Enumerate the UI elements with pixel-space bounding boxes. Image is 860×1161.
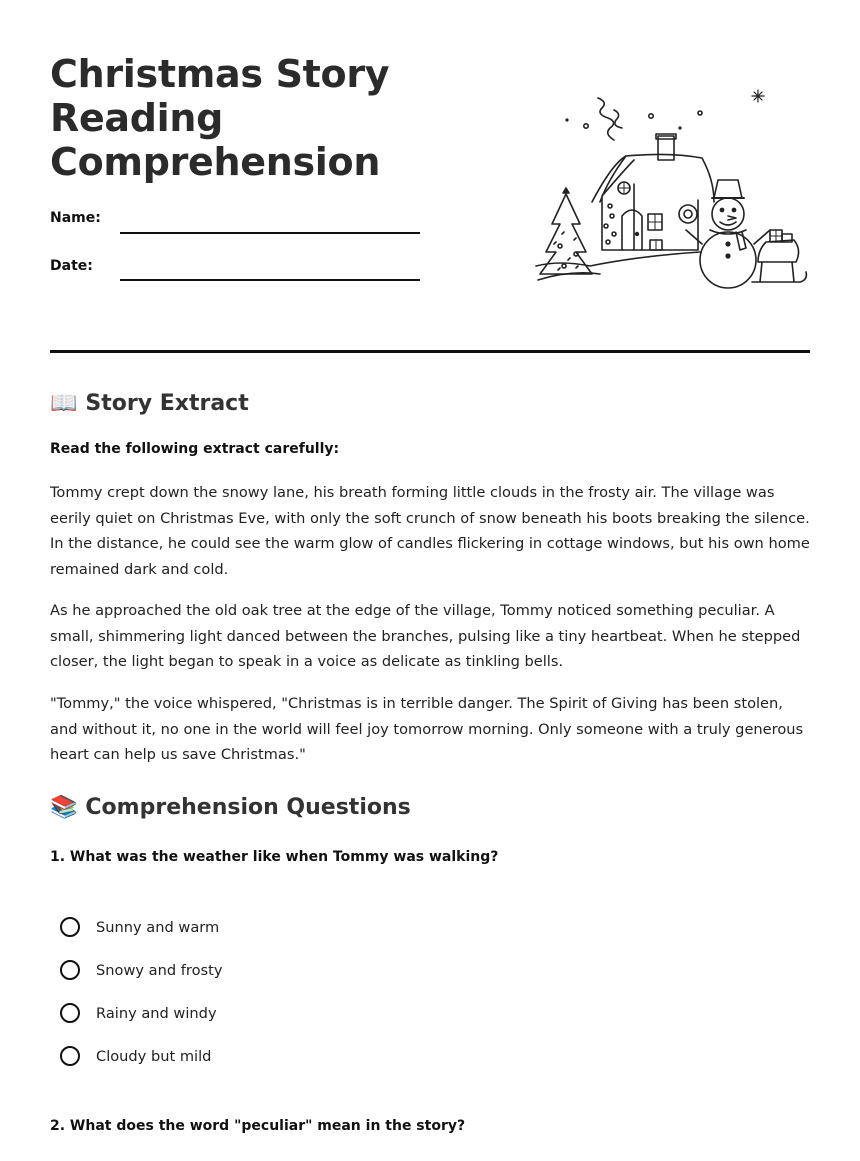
story-paragraph-2: As he approached the old oak tree at the edge of the village, Tommy noticed something peculiar. A small, shimmering light danced between the branches, pulsing like a tiny heartbeat. When he stepped closer, the light began to speak in a voice as delicate as tinkling bells. xyxy=(50,602,801,671)
christmas-house-snowman-illustration xyxy=(530,84,810,294)
questions-section-heading xyxy=(50,793,411,823)
date-label: Date: xyxy=(50,258,93,274)
story-paragraph-3: "Tommy," the voice whispered, "Christmas is in terrible danger. The Spirit of Giving has been stolen, and without it, no one in the world will feel joy tomorrow morning. Only someone with a truly generous heart can help us save Christmas." xyxy=(50,695,804,764)
questions-heading-text: Comprehension Questions xyxy=(85,795,411,820)
question-2: 2. What does the word "peculiar" mean in the story? xyxy=(50,1118,466,1134)
books-icon: 📚 xyxy=(50,795,78,820)
option-label: Cloudy but mild xyxy=(96,1047,212,1065)
header-divider xyxy=(50,350,810,353)
page-title: Christmas Story Reading Comprehension xyxy=(50,52,390,184)
story-heading-text: Story Extract xyxy=(85,391,249,416)
radio-button[interactable] xyxy=(60,960,80,980)
question-1-option-b[interactable] xyxy=(60,957,222,983)
radio-button[interactable] xyxy=(60,1003,80,1023)
name-label: Name: xyxy=(50,210,101,226)
open-book-icon: 📖 xyxy=(50,391,78,416)
question-1: 1. What was the weather like when Tommy was walking? xyxy=(50,849,499,865)
question-1-option-d[interactable] xyxy=(60,1043,211,1069)
question-1-option-a[interactable] xyxy=(60,914,219,940)
radio-button[interactable] xyxy=(60,917,80,937)
name-input-line[interactable] xyxy=(120,232,420,234)
question-1-option-c[interactable] xyxy=(60,1000,217,1026)
option-label: Sunny and warm xyxy=(96,918,220,936)
story-instruction: Read the following extract carefully: xyxy=(50,441,340,457)
story-paragraph-1: Tommy crept down the snowy lane, his breath forming little clouds in the frosty air. The village was eerily quiet on Christmas Eve, with only the soft crunch of snow beneath his boots breaking the silence. In the distance, he could see the warm glow of candles flickering in cottage windows, but his own home remained dark and cold. xyxy=(50,484,810,579)
story-section-heading xyxy=(50,389,249,419)
radio-button[interactable] xyxy=(60,1046,80,1066)
option-label: Snowy and frosty xyxy=(96,961,223,979)
date-input-line[interactable] xyxy=(120,279,420,281)
option-label: Rainy and windy xyxy=(96,1004,217,1022)
